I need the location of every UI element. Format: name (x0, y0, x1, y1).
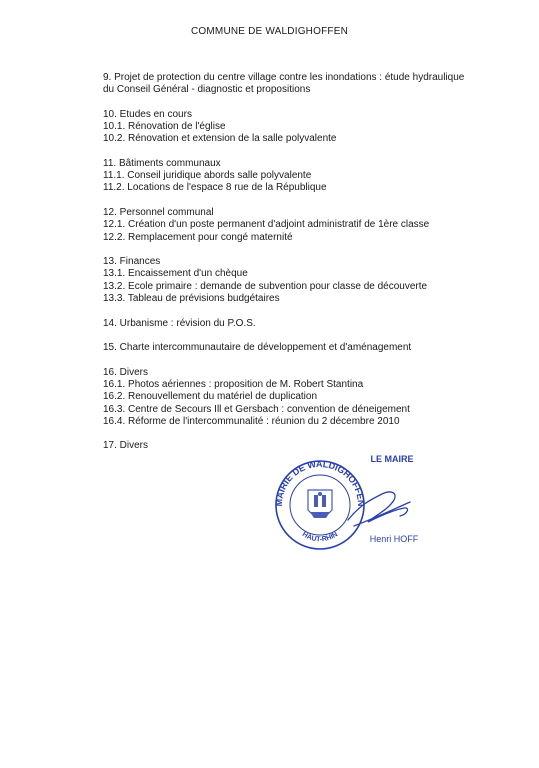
agenda-line: 16.3. Centre de Secours Ill et Gersbach : convention de déneigement (103, 403, 410, 415)
agenda-line: 16. Divers (103, 366, 149, 378)
stamp-arc-text (274, 459, 366, 507)
stamp-text: MAIRIE DE WALDIGHOFFEN (273, 458, 367, 507)
signature-name: Henri HOFF (369, 534, 419, 544)
agenda-list (103, 72, 503, 465)
mayor-signature-block (270, 450, 430, 560)
agenda-line: 15. Charte intercommunautaire de développement et d'aménagement (103, 342, 412, 354)
agenda-line: 16.1. Photos aériennes : proposition de M. Robert Stantina (103, 379, 364, 391)
agenda-section-13 (103, 256, 503, 305)
agenda-line: 16.2. Renouvellement du matériel de duplication (103, 391, 318, 403)
stamp-subtext: HAUT-RHIN (300, 531, 340, 544)
agenda-line: 14. Urbanisme : révision du P.O.S. (103, 317, 256, 329)
agenda-line: 13.2. Ecole primaire : demande de subvention pour classe de découverte (103, 280, 428, 292)
agenda-line: 12. Personnel communal (103, 207, 214, 219)
agenda-section-11 (103, 158, 503, 195)
agenda-line: 16.4. Réforme de l'intercommunalité : réunion du 2 décembre 2010 (103, 415, 400, 427)
agenda-line: 13. Finances (103, 256, 161, 268)
agenda-section-12 (103, 207, 503, 244)
agenda-line: 13.1. Encaissement d'un chèque (103, 268, 248, 280)
official-stamp-seal (270, 450, 430, 560)
agenda-line: 10.2. Rénovation et extension de la salle polyvalente (103, 133, 337, 145)
signature-role: LE MAIRE (370, 454, 414, 464)
coat-of-arms-icon (308, 490, 332, 518)
page-header: COMMUNE DE WALDIGHOFFEN (190, 26, 348, 37)
agenda-section-14 (103, 318, 503, 330)
agenda-line: 9. Projet de protection du centre village contre les inondations : étude hydraulique (103, 72, 465, 83)
agenda-line: 11.2. Locations de l'espace 8 rue de la République (103, 182, 327, 194)
agenda-line: 10.1. Rénovation de l'église (103, 121, 226, 133)
agenda-section-9 (103, 72, 503, 96)
agenda-line: du Conseil Général - diagnostic et propositions (103, 84, 311, 96)
agenda-line: 13.3. Tableau de prévisions budgétaires (103, 292, 280, 304)
agenda-line: 17. Divers (103, 440, 149, 452)
agenda-line: 10. Etudes en cours (103, 108, 192, 120)
agenda-line: 12.2. Remplacement pour congé maternité (103, 231, 293, 243)
stamp-arc-subtext (301, 531, 339, 543)
agenda-line: 12.1. Création d'un poste permanent d'adjoint administratif de 1ère classe (103, 219, 430, 231)
agenda-section-15 (103, 342, 503, 354)
agenda-section-10 (103, 109, 503, 146)
agenda-line: 11.1. Conseil juridique abords salle polyvalente (103, 170, 312, 182)
agenda-line: 11. Bâtiments communaux (103, 158, 221, 170)
agenda-section-16 (103, 367, 503, 428)
